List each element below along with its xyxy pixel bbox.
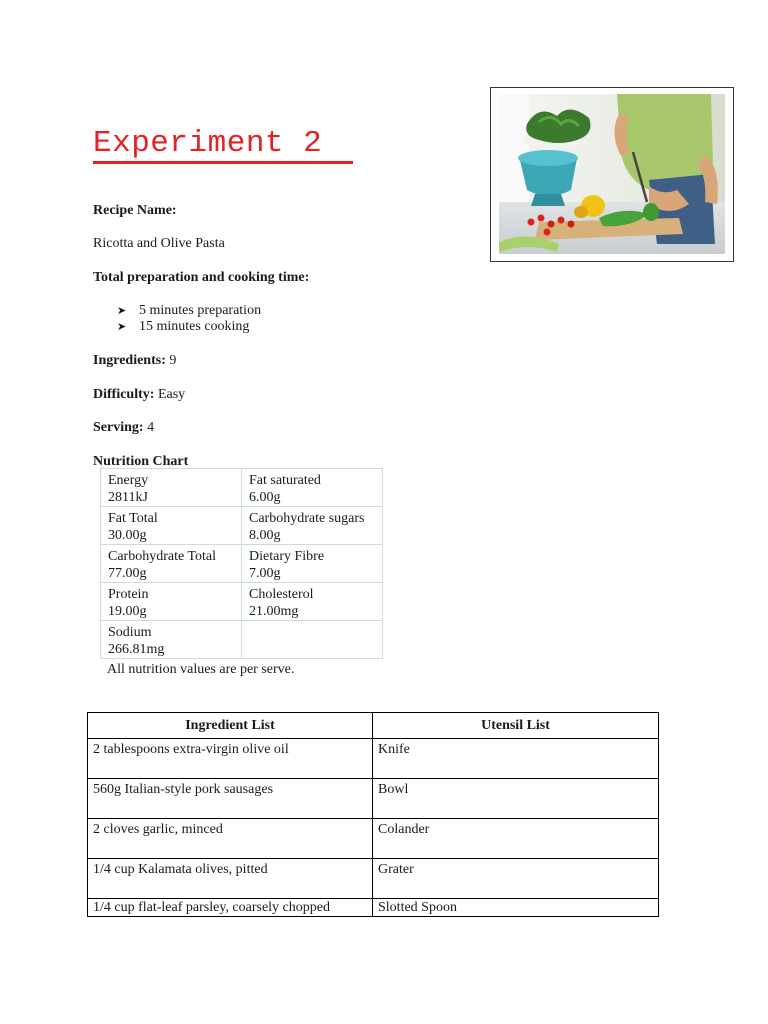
nutrition-row (101, 621, 383, 659)
title-underline (93, 161, 353, 164)
nutrition-cell (242, 507, 383, 545)
table-row (88, 819, 659, 859)
nutrition-cell-empty (242, 621, 383, 659)
utensil-cell: Grater (373, 859, 659, 899)
nutrition-cell (101, 507, 242, 545)
utensil-cell: Colander (373, 819, 659, 859)
page-title: Experiment 2 (93, 126, 323, 161)
ingredient-cell: 1/4 cup flat-leaf parsley, coarsely chopped (88, 899, 373, 917)
arrow-bullet-icon: ➤ (117, 305, 127, 317)
table-row (88, 859, 659, 899)
difficulty-label: Difficulty: (93, 387, 155, 402)
nutrient-value: 2811kJ (108, 490, 148, 505)
nutrient-name: Carbohydrate Total (108, 549, 217, 564)
serving-line (93, 419, 154, 436)
nutrient-name: Protein (108, 587, 149, 602)
nutrient-value: 77.00g (108, 566, 147, 581)
ingredients-count-line (93, 352, 176, 369)
nutrition-row (101, 583, 383, 621)
table-row (88, 739, 659, 779)
nutrition-cell (101, 621, 242, 659)
nutrition-table (100, 468, 383, 659)
difficulty-line (93, 386, 185, 403)
recipe-name: Ricotta and Olive Pasta (93, 236, 225, 251)
nutrient-value: 30.00g (108, 528, 147, 543)
recipe-name-label: Recipe Name: (93, 203, 177, 218)
arrow-bullet-icon: ➤ (117, 321, 127, 333)
time-item-cooking (117, 318, 249, 336)
nutrient-value: 6.00g (249, 490, 281, 505)
nutrient-value: 19.00g (108, 604, 147, 619)
nutrient-value: 21.00mg (249, 604, 299, 619)
ingredient-cell: 2 cloves garlic, minced (88, 819, 373, 859)
utensil-cell: Bowl (373, 779, 659, 819)
table-header-row (88, 713, 659, 739)
utensil-cell: Slotted Spoon (373, 899, 659, 917)
nutrition-row (101, 507, 383, 545)
nutrient-value: 266.81mg (108, 642, 165, 657)
ingredient-list-header: Ingredient List (88, 713, 373, 739)
nutrient-name: Carbohydrate sugars (249, 511, 365, 526)
serving-label: Serving: (93, 420, 144, 435)
nutrient-name: Dietary Fibre (249, 549, 325, 564)
utensil-list-header: Utensil List (373, 713, 659, 739)
nutrition-heading: Nutrition Chart (93, 454, 189, 469)
ingredients-label: Ingredients: (93, 353, 166, 368)
table-row (88, 779, 659, 819)
nutrition-cell (101, 469, 242, 507)
nutrition-cell (242, 545, 383, 583)
time-item-text: 15 minutes cooking (139, 319, 250, 334)
nutrient-name: Fat saturated (249, 473, 321, 488)
ingredient-cell: 560g Italian-style pork sausages (88, 779, 373, 819)
difficulty-value: Easy (157, 387, 186, 402)
serving-value: 4 (147, 420, 155, 435)
ingredient-cell: 1/4 cup Kalamata olives, pitted (88, 859, 373, 899)
time-label: Total preparation and cooking time: (93, 270, 310, 285)
nutrient-value: 7.00g (249, 566, 281, 581)
ingredient-utensil-table (87, 712, 659, 917)
ingredient-cell: 2 tablespoons extra-virgin olive oil (88, 739, 373, 779)
ingredients-count: 9 (169, 353, 177, 368)
nutrition-cell (101, 583, 242, 621)
nutrition-note: All nutrition values are per serve. (107, 662, 295, 677)
table-row (88, 899, 659, 917)
nutrient-name: Sodium (108, 625, 152, 640)
recipe-photo (490, 87, 734, 262)
nutrition-row (101, 469, 383, 507)
cooking-photo-image (499, 94, 725, 254)
nutrient-name: Fat Total (108, 511, 158, 526)
nutrition-cell (101, 545, 242, 583)
nutrition-cell (242, 583, 383, 621)
time-item-text: 5 minutes preparation (139, 303, 262, 318)
utensil-cell: Knife (373, 739, 659, 779)
nutrient-name: Energy (108, 473, 149, 488)
nutrition-row (101, 545, 383, 583)
nutrient-name: Cholesterol (249, 587, 314, 602)
nutrition-cell (242, 469, 383, 507)
nutrient-value: 8.00g (249, 528, 281, 543)
